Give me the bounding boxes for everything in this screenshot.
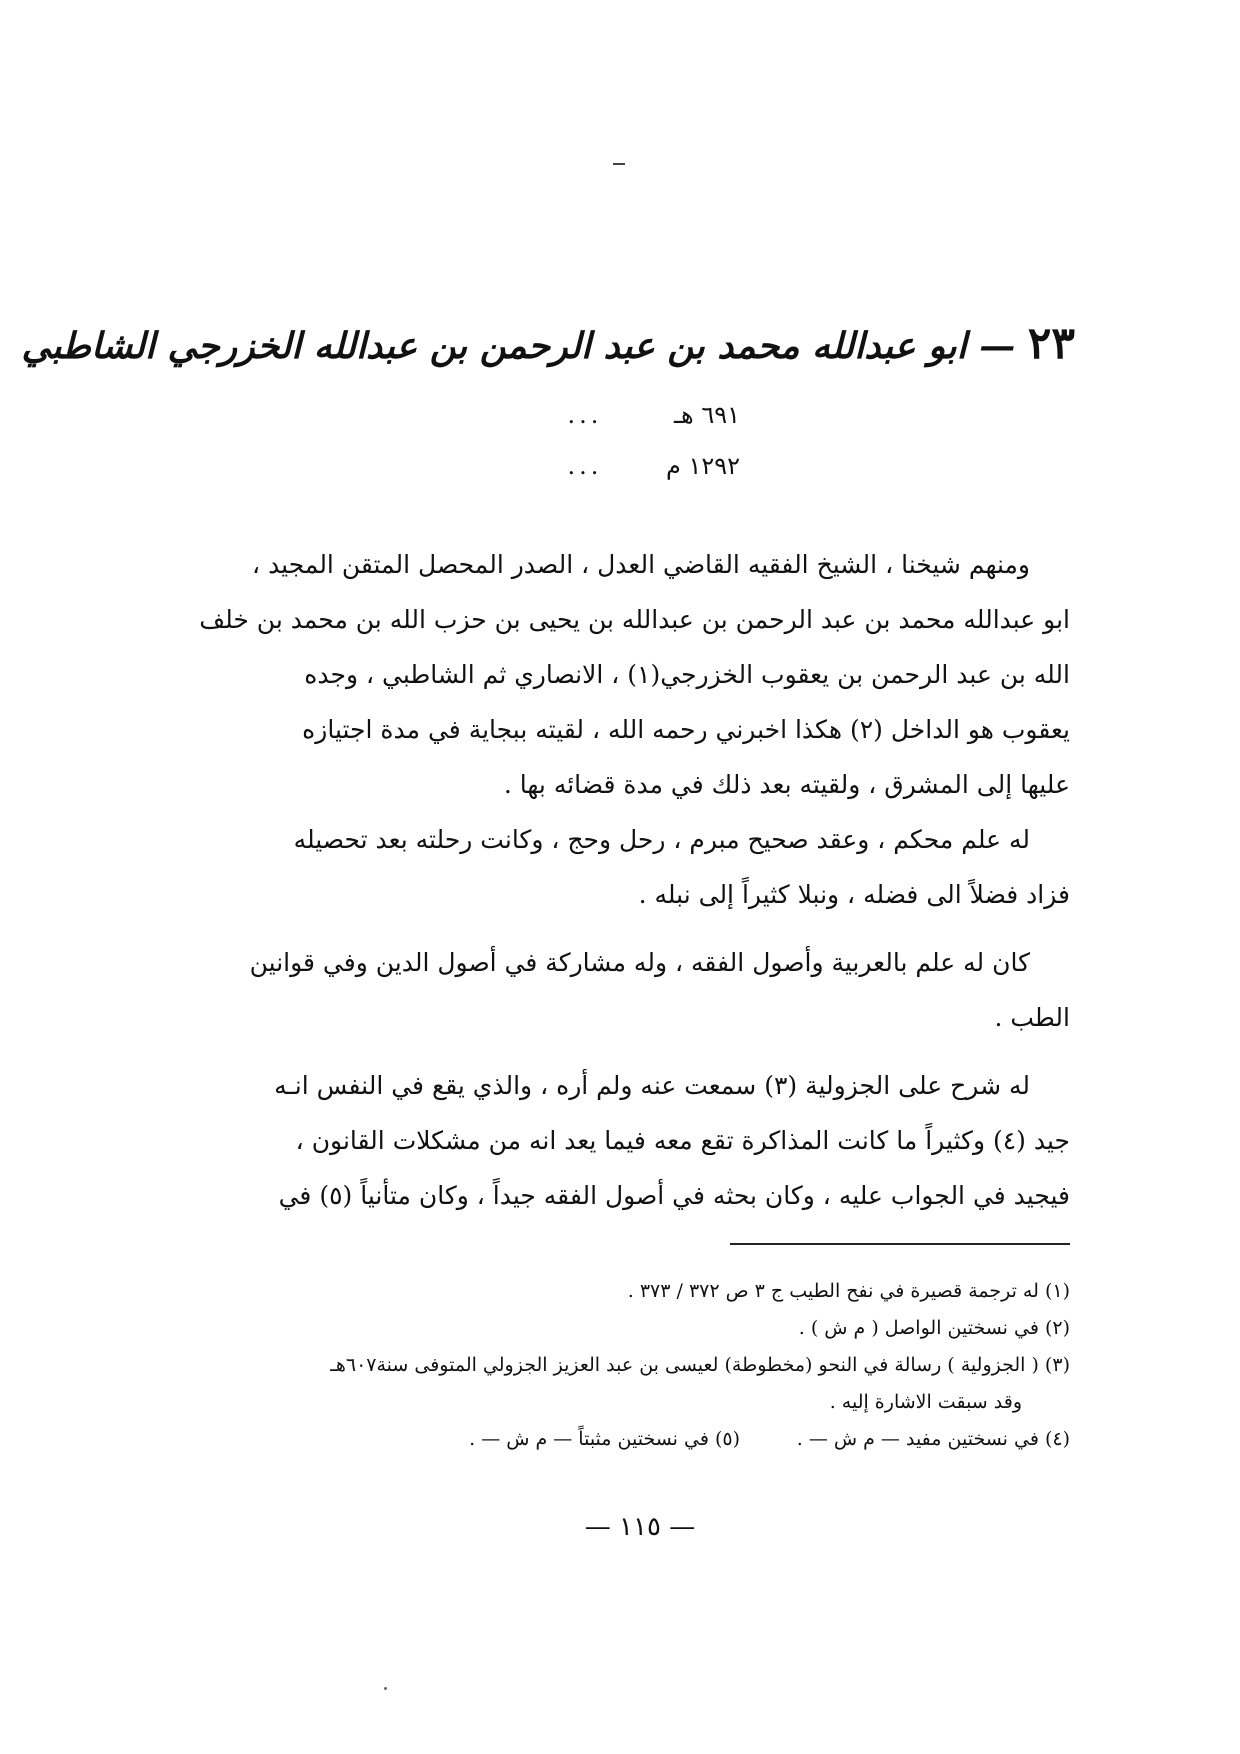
footnotes-4-5 (140, 1421, 1070, 1458)
entry-heading (21, 318, 1075, 369)
text-line: له شرح على الجزولية (٣) سمعت عنه ولم أره ، والذي يقع في النفس انـه (274, 1071, 1030, 1100)
text-line: فزاد فضلاً الى فضله ، ونبلا كثيراً إلى نبله . (638, 880, 1070, 909)
text-line: فيجيد في الجواب عليه ، وكان بحثه في أصول الفقه جيداً ، وكان متأنياً (٥) في (278, 1181, 1070, 1210)
text-line: ابو عبدالله محمد بن عبد الرحمن بن عبدالله بن يحيى بن حزب الله بن محمد بن خلف (199, 605, 1070, 634)
text-line: له علم محكم ، وعقد صحيح مبرم ، رحل وحج ، وكانت رحلته بعد تحصيله (293, 825, 1030, 854)
footnote-1: (١) له ترجمة قصيرة في نفح الطيب ج ٣ ص ٣٧٢ / ٣٧٣ . (627, 1280, 1070, 1302)
scan-speck (384, 1687, 387, 1690)
entry-name: ابو عبدالله محمد بن عبد الرحمن بن عبدالله الخزرجي الشاطبي (21, 325, 967, 367)
text-line: جيد (٤) وكثيراً ما كانت المذاكرة تقع معه فيما يعد انه من مشكلات القانون ، (295, 1126, 1070, 1155)
paragraph-2 (175, 812, 1070, 922)
footnote-divider (730, 1243, 1070, 1245)
date-gregorian-dots: ... (567, 452, 603, 480)
top-mark (613, 163, 625, 165)
text-line: ومنهم شيخنا ، الشيخ الفقيه القاضي العدل ، الصدر المحصل المتقن المجيد ، (252, 550, 1030, 579)
text-line: يعقوب هو الداخل (٢) هكذا اخبرني رحمه الله ، لقيته ببجاية في مدة اجتيازه (302, 715, 1070, 744)
text-line: كان له علم بالعربية وأصول الفقه ، وله مشاركة في أصول الدين وفي قوانين (249, 948, 1030, 977)
footnote-3: (٣) ( الجزولية ) رسالة في النحو (مخطوطة) لعيسى بن عبد العزيز الجزولي المتوفى سنة٦٠٧هـ (330, 1354, 1070, 1376)
date-hijri-value: ٦٩١ هـ (674, 401, 740, 429)
entry-number: ٢٣ (1027, 318, 1075, 369)
footnote-5: (٥) في نسختين مثبتاً — م ش — . (469, 1428, 740, 1450)
footnote-2: (٢) في نسختين الواصل ( م ش ) . (798, 1317, 1070, 1339)
footnotes (140, 1273, 1070, 1458)
page-number: — ١١٥ — (584, 1512, 696, 1542)
text-line: عليها إلى المشرق ، ولقيته بعد ذلك في مدة قضائه بها . (503, 770, 1070, 799)
date-gregorian (520, 452, 770, 480)
date-hijri (520, 401, 770, 429)
text-line: الطب . (994, 1003, 1070, 1032)
text-line: الله بن عبد الرحمن بن يعقوب الخزرجي(١) ، الانصاري ثم الشاطبي ، وجده (304, 660, 1070, 689)
paragraph-4 (175, 1058, 1070, 1223)
footnote-4: (٤) في نسختين مفيد — م ش — . (796, 1428, 1070, 1450)
heading-separator: — (979, 325, 1016, 367)
paragraph-1 (175, 537, 1070, 812)
date-gregorian-value: ١٢٩٢ م (665, 452, 740, 480)
footnote-3-continuation: وقد سبقت الاشارة إليه . (829, 1391, 1022, 1413)
date-hijri-dots: ... (567, 401, 603, 429)
paragraph-3 (175, 935, 1070, 1045)
